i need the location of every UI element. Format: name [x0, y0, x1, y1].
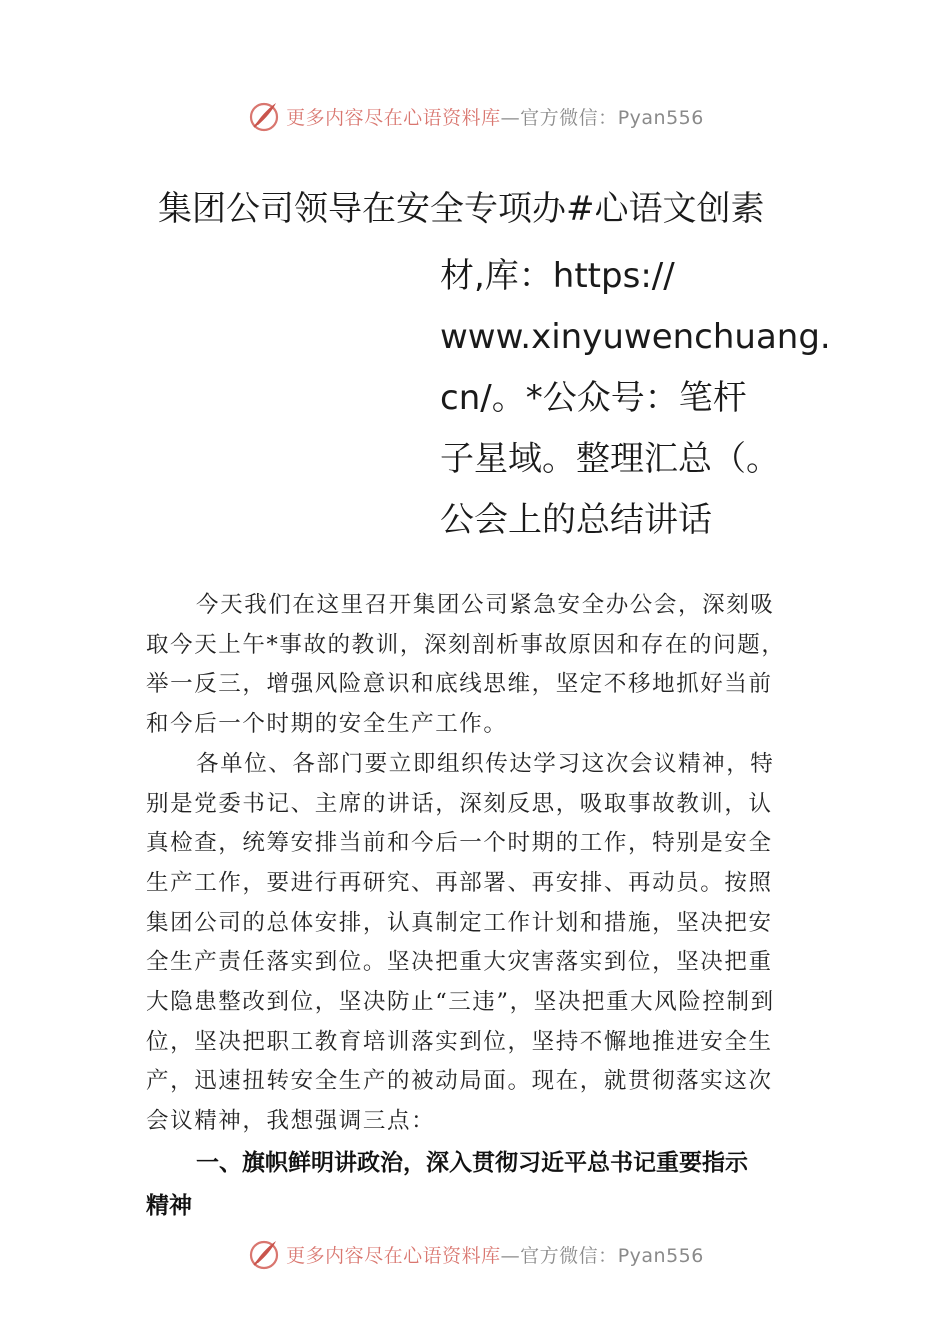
- paragraph-line: 取今天上午*事故的教训，深刻剖析事故原因和存在的问题，: [146, 631, 786, 658]
- paragraph-line: 别是党委书记、主席的讲话，深刻反思，吸取事故教训，认: [146, 790, 773, 817]
- heading-line: 精神: [146, 1193, 192, 1219]
- title-line: 材,库：https://: [440, 256, 675, 296]
- paragraph-line: 真检查，统筹安排当前和今后一个时期的工作，特别是安全: [146, 830, 773, 857]
- quill-logo-icon: [246, 1236, 282, 1272]
- header-watermark-banner: [0, 96, 950, 136]
- heading-line: 一、旗帜鲜明讲政治，深入贯彻习近平总书记重要指示: [196, 1150, 748, 1176]
- title-line: 公会上的总结讲话: [440, 500, 712, 540]
- paragraph-line: 各单位、各部门要立即组织传达学习这次会议精神，特: [196, 750, 775, 777]
- footer-watermark-banner: [0, 1234, 950, 1274]
- section-heading-1: [146, 1142, 816, 1228]
- body-text: [146, 586, 806, 1142]
- paragraph-line: 今天我们在这里召开集团公司紧急安全办公会，深刻吸: [196, 592, 775, 618]
- paragraph-line: 和今后一个时期的安全生产工作。: [146, 711, 508, 738]
- paragraph-line: 全生产责任落实到位。坚决把重大灾害落实到位，坚决把重: [146, 949, 773, 976]
- paragraph-line: 举一反三，增强风险意识和底线思维，坚定不移地抓好当前: [146, 671, 773, 698]
- paragraph-line: 产，迅速扭转安全生产的被动局面。现在，就贯彻落实这次: [146, 1068, 773, 1095]
- paragraph-line: 位，坚决把职工教育培训落实到位，坚持不懈地推进安全生: [146, 1028, 773, 1055]
- title-line: 子星域。整理汇总（。: [440, 439, 780, 479]
- document-title-line1: 集团公司领导在安全专项办#心语文创素: [158, 189, 765, 229]
- title-line: www.xinyuwenchuang.: [440, 317, 831, 357]
- paragraph-line: 生产工作，要进行再研究、再部署、再安排、再动员。按照: [146, 869, 773, 896]
- paragraph-line: 会议精神，我想强调三点：: [146, 1108, 436, 1135]
- title-line: cn/。*公众号：笔杆: [440, 378, 747, 418]
- document-title-continued: [440, 246, 831, 551]
- quill-logo-icon: [246, 98, 282, 134]
- paragraph-line: 大隐患整改到位，坚决防止“三违”，坚决把重大风险控制到: [146, 989, 775, 1016]
- paragraph-line: 集团公司的总体安排，认真制定工作计划和措施，坚决把安: [146, 909, 773, 936]
- watermark-text: 更多内容尽在心语资料库—官方微信：Pyan556: [286, 1244, 704, 1267]
- watermark-text: 更多内容尽在心语资料库—官方微信：Pyan556: [286, 106, 704, 129]
